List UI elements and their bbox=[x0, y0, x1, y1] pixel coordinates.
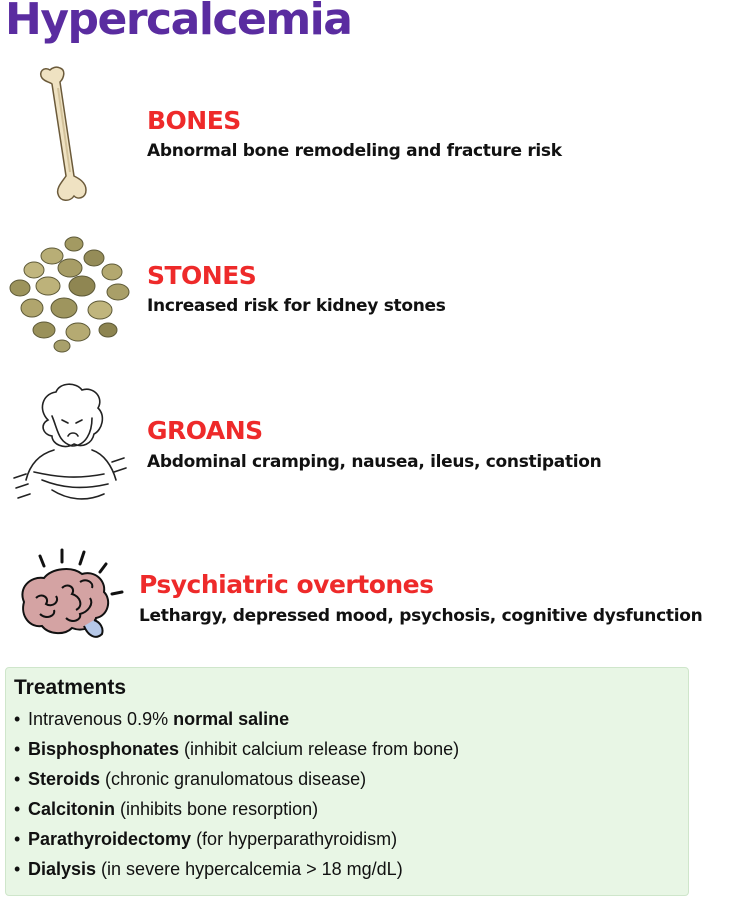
list-item: • Dialysis (in severe hypercalcemia > 18 mg/dL) bbox=[14, 859, 403, 879]
list-item: • Bisphosphonates (inhibit calcium release from bone) bbox=[14, 739, 460, 759]
treatments-list bbox=[14, 709, 459, 889]
bullet: • bbox=[14, 859, 21, 879]
psychiatric-description: Lethargy, depressed mood, psychosis, cognitive dysfunction bbox=[139, 606, 703, 626]
bullet: • bbox=[14, 739, 21, 759]
bullet: • bbox=[14, 799, 21, 819]
list-item: • Steroids (chronic granulomatous disease) bbox=[14, 769, 367, 789]
groaning-person-icon bbox=[12, 380, 128, 512]
treatments-title: Treatments bbox=[14, 676, 127, 699]
bones-description: Abnormal bone remodeling and fracture risk bbox=[147, 141, 562, 161]
psychiatric-heading: Psychiatric overtones bbox=[139, 570, 434, 599]
treatments-panel bbox=[5, 667, 689, 896]
stones-description: Increased risk for kidney stones bbox=[147, 296, 446, 316]
bullet: • bbox=[14, 829, 21, 849]
bullet: • bbox=[14, 709, 21, 729]
page-title: Hypercalcemia bbox=[5, 0, 352, 45]
groans-heading: GROANS bbox=[147, 416, 263, 445]
groans-description: Abdominal cramping, nausea, ileus, constipation bbox=[147, 452, 602, 472]
femur-bone-icon bbox=[36, 64, 92, 204]
kidney-stones-icon bbox=[4, 232, 138, 354]
list-item: • Intravenous 0.9% normal saline bbox=[14, 709, 290, 729]
stones-heading: STONES bbox=[147, 261, 257, 290]
bullet: • bbox=[14, 769, 21, 789]
list-item: • Calcitonin (inhibits bone resorption) bbox=[14, 799, 319, 819]
brain-icon bbox=[10, 548, 134, 652]
bones-heading: BONES bbox=[147, 106, 241, 135]
list-item: • Parathyroidectomy (for hyperparathyroidism) bbox=[14, 829, 398, 849]
